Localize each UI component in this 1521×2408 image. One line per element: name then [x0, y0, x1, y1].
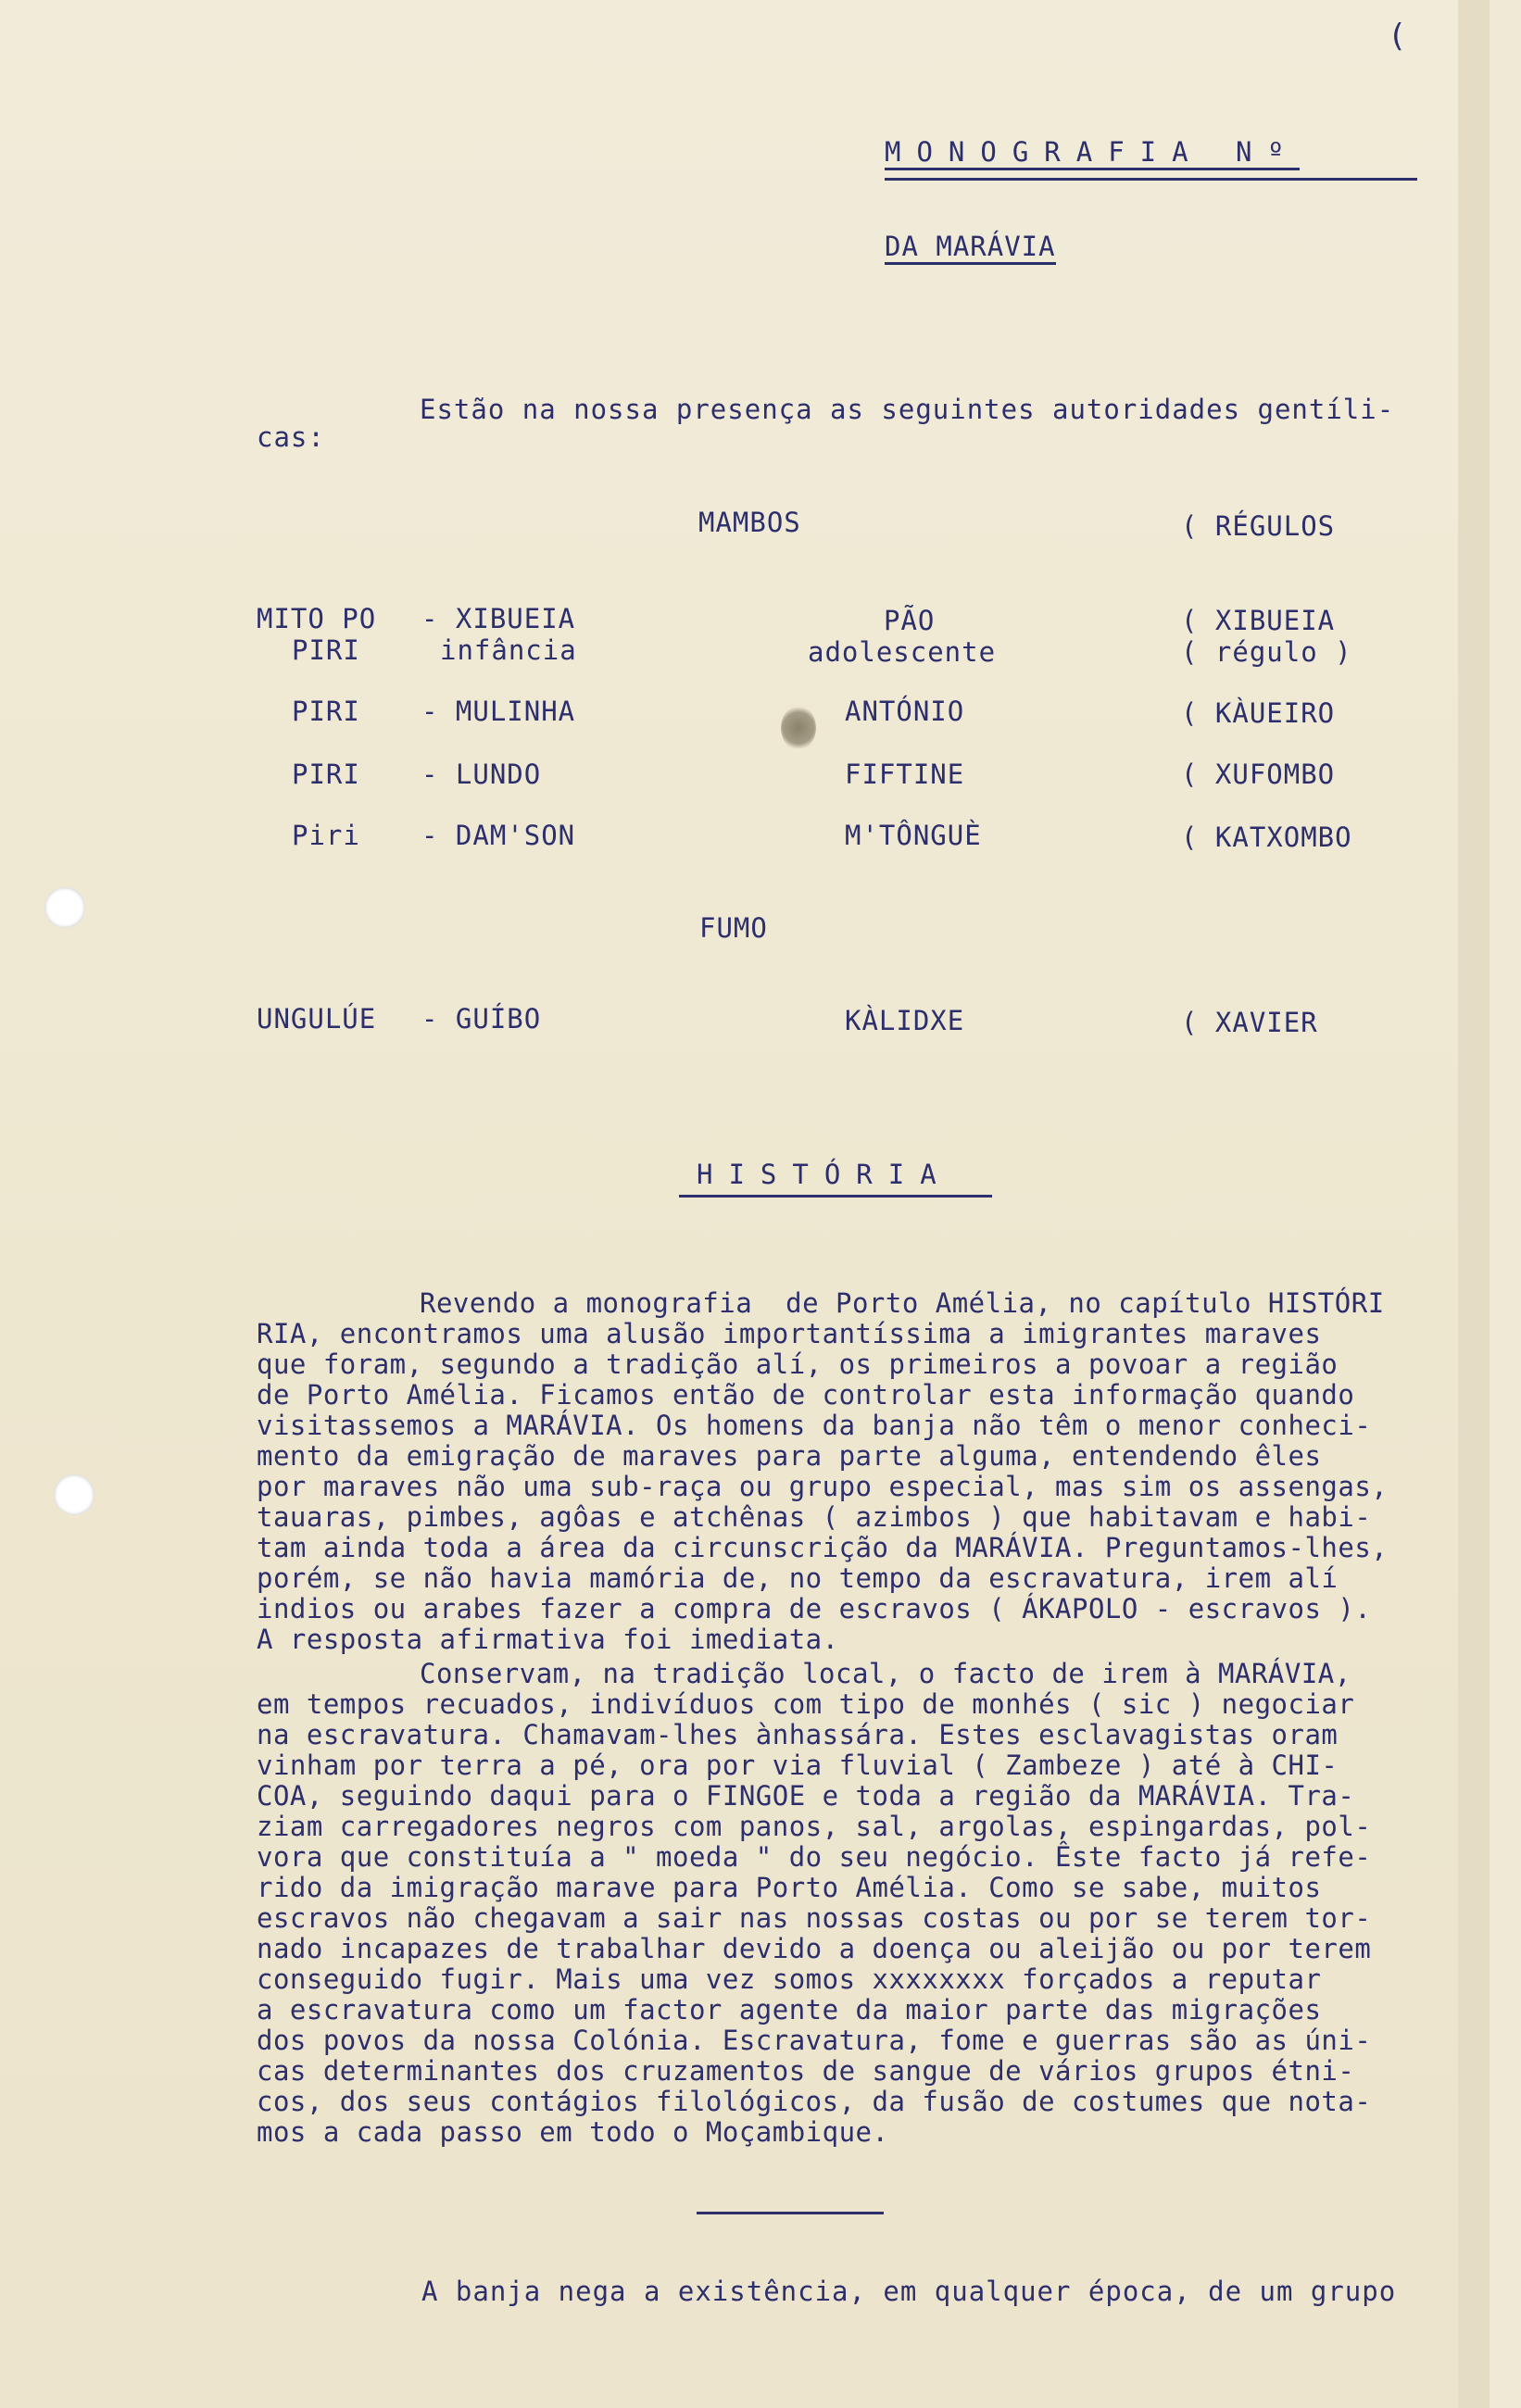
paragraph-line: de Porto Amélia. Ficamos então de controlar esta informação quando	[257, 1379, 1355, 1411]
authority-center: adolescente	[808, 636, 997, 668]
document-subtitle: DA MARÁVIA	[885, 233, 1056, 265]
col-header-fumo: FUMO	[699, 912, 768, 944]
authority-center: PÃO	[884, 605, 936, 636]
authority-mid: - MULINHA	[421, 696, 576, 727]
paragraph-line: na escravatura. Chamavam-lhes ànhassára. Estes esclavagistas oram	[257, 1719, 1339, 1750]
punch-hole-bottom	[54, 1474, 94, 1515]
authority-mid: - XIBUEIA	[421, 603, 576, 634]
corner-mark: (	[1388, 18, 1408, 55]
paragraph-line: ziam carregadores negros com panos, sal, argolas, espingardas, pol-	[257, 1811, 1372, 1842]
authority-left: Piri	[292, 820, 360, 851]
col-header-regulos: ( RÉGULOS	[1181, 510, 1336, 542]
paragraph-line: tam ainda toda a área da circunscrição da MARÁVIA. Preguntamos-lhes,	[257, 1532, 1389, 1563]
paragraph-line: Revendo a monografia de Porto Amélia, no capítulo HISTÓRI	[420, 1287, 1385, 1319]
paragraph-line: em tempos recuados, indivíduos com tipo de monhés ( sic ) negociar	[257, 1688, 1355, 1720]
paragraph-line: Conservam, na tradição local, o facto de irem à MARÁVIA,	[420, 1658, 1351, 1689]
paragraph-line: COA, seguindo daqui para o FINGOE e toda a região da MARÁVIA. Tra-	[257, 1780, 1355, 1812]
authority-right: ( KÀUEIRO	[1181, 697, 1336, 729]
paragraph-line: cas determinantes dos cruzamentos de sangue de vários grupos étni-	[257, 2055, 1355, 2087]
authority-left: PIRI	[292, 696, 360, 727]
paragraph-line: visitassemos a MARÁVIA. Os homens da banja não têm o menor conheci-	[257, 1410, 1372, 1441]
paragraph-line: dos povos da nossa Colónia. Escravatura, fome e guerras são as úni-	[257, 2025, 1372, 2056]
paragraph-line: por maraves não uma sub-raça ou grupo especial, mas sim os assengas,	[257, 1471, 1389, 1502]
fumo-center: KÀLIDXE	[845, 1005, 965, 1036]
paragraph-line: A resposta afirmativa foi imediata.	[257, 1624, 839, 1655]
paragraph-line: indios ou arabes fazer a compra de escravos ( ÁKAPOLO - escravos ).	[257, 1593, 1372, 1624]
section-heading-historia: HISTÓRIA	[697, 1159, 952, 1190]
authority-right: ( régulo )	[1181, 636, 1352, 668]
intro-line-2: cas:	[257, 421, 325, 453]
fumo-left: UNGULÚE	[257, 1003, 377, 1035]
paragraph-line: cos, dos seus contágios filológicos, da fusão de costumes que nota-	[257, 2086, 1372, 2117]
authority-mid: infância	[440, 634, 577, 666]
ink-stain	[781, 706, 816, 750]
paragraph-line: que foram, segundo a tradição alí, os primeiros a povoar a região	[257, 1348, 1339, 1380]
paragraph-line: RIA, encontramos uma alusão importantíssima a imigrantes maraves	[257, 1318, 1322, 1349]
document-title: MONOGRAFIA Nº	[885, 139, 1300, 170]
paragraph-line: conseguido fugir. Mais uma vez somos xxxxxxxx forçados a reputar	[257, 1963, 1322, 1995]
authority-right: ( XIBUEIA	[1181, 605, 1336, 636]
fumo-right: ( XAVIER	[1181, 1007, 1318, 1038]
authority-right: ( KATXOMBO	[1181, 821, 1352, 853]
fumo-mid: - GUÍBO	[421, 1003, 542, 1035]
authority-left: PIRI	[292, 759, 360, 790]
final-line: A banja nega a existência, em qualquer época, de um grupo	[421, 2276, 1397, 2307]
paragraph-line: nado incapazes de trabalhar devido a doença ou aleijão ou por terem	[257, 1933, 1372, 1964]
paragraph-line: mos a cada passo em todo o Moçambique.	[257, 2116, 889, 2148]
authority-mid: - DAM'SON	[421, 820, 576, 851]
col-header-mambos: MAMBOS	[698, 507, 801, 538]
page-edge	[1458, 0, 1490, 2408]
paragraph-line: mento da emigração de maraves para parte alguma, entendendo êles	[257, 1440, 1322, 1472]
title-underline	[885, 178, 1417, 181]
authority-center: M'TÔNGUÈ	[845, 820, 982, 851]
authority-center: FIFTINE	[845, 759, 965, 790]
paragraph-line: porém, se não havia mamória de, no tempo da escravatura, irem alí	[257, 1562, 1339, 1594]
authority-left: MITO PO	[257, 603, 377, 634]
paragraph-line: vora que constituía a " moeda " do seu negócio. Êste facto já refe-	[257, 1841, 1372, 1873]
punch-hole-top	[44, 887, 85, 928]
paragraph-line: tauaras, pimbes, agôas e atchênas ( azimbos ) que habitavam e habi-	[257, 1501, 1372, 1533]
paragraph-line: escravos não chegavam a sair nas nossas costas ou por se terem tor-	[257, 1902, 1372, 1934]
authority-mid: - LUNDO	[421, 759, 542, 790]
paragraph-line: rido da imigração marave para Porto Amélia. Como se sabe, muitos	[257, 1872, 1322, 1903]
authority-right: ( XUFOMBO	[1181, 759, 1336, 790]
authority-left: PIRI	[292, 634, 360, 666]
paragraph-line: vinham por terra a pé, ora por via fluvial ( Zambeze ) até à CHI-	[257, 1750, 1339, 1781]
historia-underline	[679, 1195, 992, 1198]
section-divider	[697, 2212, 884, 2214]
paragraph-line: a escravatura como um factor agente da maior parte das migrações	[257, 1994, 1322, 2025]
intro-line-1: Estão na nossa presença as seguintes autoridades gentíli-	[420, 394, 1395, 425]
authority-center: ANTÓNIO	[845, 696, 965, 727]
